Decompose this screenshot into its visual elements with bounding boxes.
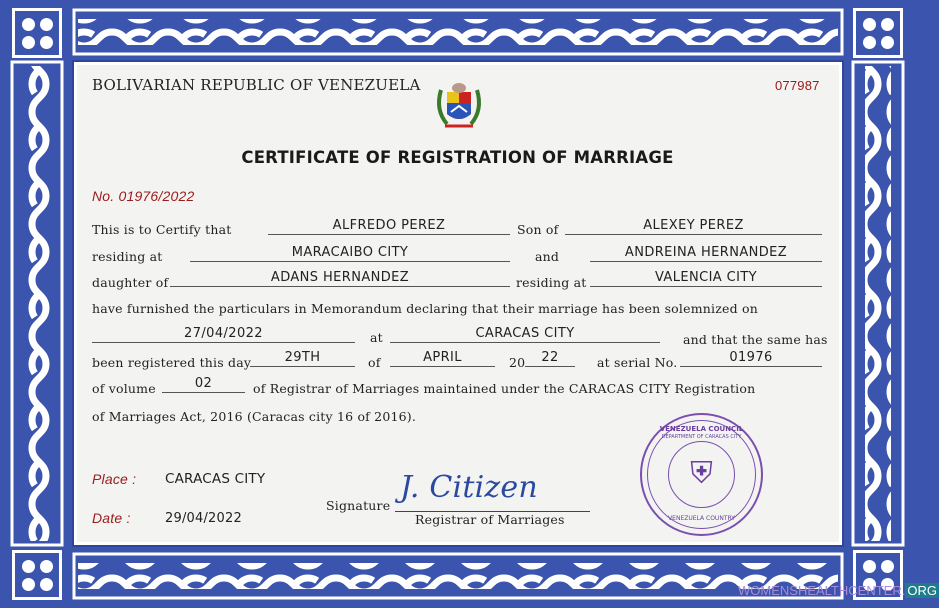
coat-of-arms-icon [433,80,485,134]
label-certify: This is to Certify that [92,222,232,237]
place-label: Place : [92,471,137,487]
groom-residence: MARACAIBO CITY [190,245,510,262]
watermark-text: WOMENSHEALTHCENTER. [738,583,906,598]
label-volume: of volume [92,381,156,396]
groom-father: ALEXEY PEREZ [565,218,822,235]
registration-number: No. 01976/2022 [92,188,195,204]
serial-number: 01976 [680,350,822,367]
seal-top-text: VENEZUELA COUNCIL [659,425,744,433]
label-and: and [535,249,560,264]
date-label: Date : [92,510,131,526]
registration-year: 22 [525,350,575,367]
official-seal [640,413,763,536]
signature: J. Citizen [400,470,538,505]
place-value: CARACAS CITY [165,471,266,487]
corner-ornament [853,8,903,58]
certificate-serial: 077987 [775,78,820,93]
label-of: of [368,355,381,370]
label-daughter-of: daughter of [92,275,169,290]
seal-inner-text: DEPARTMENT OF CARACAS CITY [661,434,742,440]
label-residing: residing at [516,275,587,290]
label-registered: been registered this day [92,355,252,370]
act-text: of Marriages Act, 2016 (Caracas city 16 of 2016). [92,409,417,424]
watermark-badge: ORG [907,583,937,598]
label-son-of: Son of [517,222,559,237]
corner-ornament [12,8,62,58]
label-20: 20 [509,355,526,370]
seal-bottom-text: VENEZUELA COUNTRY [668,515,735,522]
label-same-has: and that the same has [683,332,828,347]
bride-residence: VALENCIA CITY [590,270,822,287]
marriage-place: CARACAS CITY [390,326,660,343]
corner-ornament [12,550,62,600]
marriage-date: 27/04/2022 [92,326,355,343]
declaration-text: have furnished the particulars in Memorandum declaring that their marriage has been solemnized on [92,301,758,316]
label-serial: at serial No. [597,355,678,370]
label-residing: residing at [92,249,163,264]
registration-day: 29TH [250,350,355,367]
seal-emblem-icon: ⛨ [668,441,735,508]
country-name: BOLIVARIAN REPUBLIC OF VENEZUELA [92,76,421,94]
groom-name: ALFREDO PEREZ [268,218,510,235]
registrar-title: Registrar of Marriages [415,512,565,527]
label-at: at [370,330,383,345]
certificate-title: CERTIFICATE OF REGISTRATION OF MARRIAGE [241,148,674,167]
signature-label: Signature [326,498,391,513]
volume-number: 02 [162,376,245,393]
registration-month: APRIL [390,350,495,367]
watermark [738,583,939,598]
bride-name: ANDREINA HERNANDEZ [590,245,822,262]
bride-father: ADANS HERNANDEZ [170,270,510,287]
date-value: 29/04/2022 [165,511,242,526]
registrar-text: of Registrar of Marriages maintained under the CARACAS CITY Registration [253,381,756,396]
